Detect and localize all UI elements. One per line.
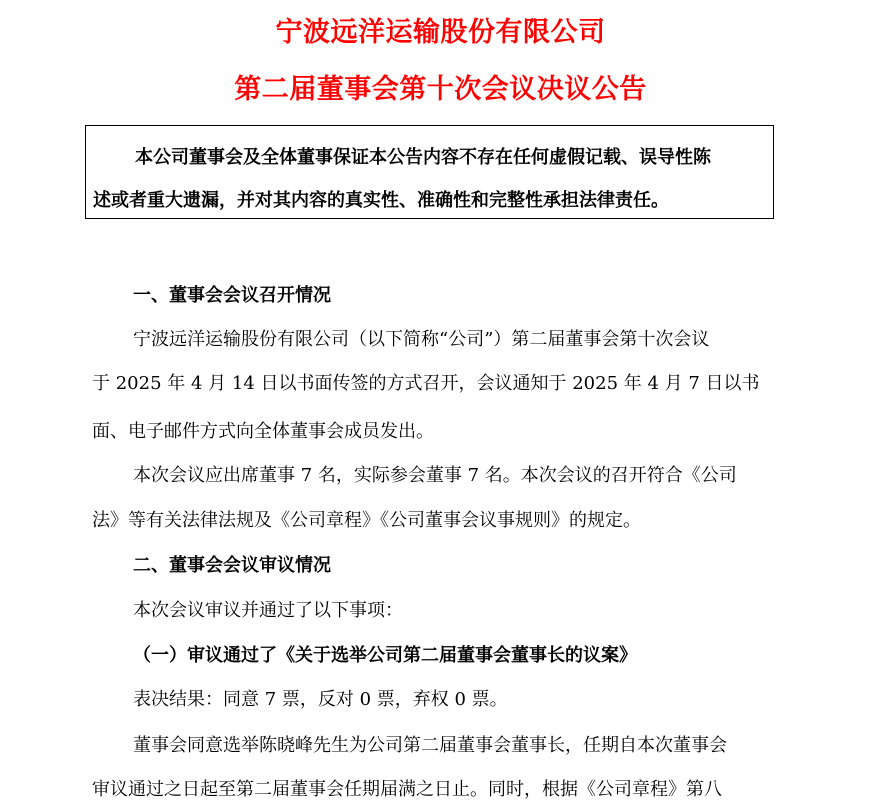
paragraph-line: 审议通过之日起至第二届董事会任期届满之日止。同时，根据《公司章程》第八 (92, 779, 722, 800)
paragraph-line: 于 2025 年 4 月 14 日以书面传签的方式召开，会议通知于 2025 年 4 月 7 日以书 (92, 373, 760, 394)
paragraph-line: 董事会同意选举陈晓峰先生为公司第二届董事会董事长，任期自本次董事会 (133, 735, 727, 756)
notice-line: 述或者重大遗漏，并对其内容的真实性、准确性和完整性承担法律责任。 (93, 190, 669, 211)
notice-line: 本公司董事会及全体董事保证本公告内容不存在任何虚假记载、误导性陈 (135, 147, 711, 168)
section-heading: 一、董事会会议召开情况 (133, 285, 331, 306)
paragraph-line: 面、电子邮件方式向全体董事会成员发出。 (92, 421, 434, 442)
notice-box (85, 125, 774, 219)
paragraph-line: 本次会议审议并通过了以下事项： (133, 600, 403, 621)
section-heading: 二、董事会会议审议情况 (133, 555, 331, 576)
paragraph-line: 本次会议应出席董事 7 名，实际参会董事 7 名。本次会议的召开符合《公司 (133, 465, 737, 486)
announcement-title: 第二届董事会第十次会议决议公告 (234, 74, 647, 105)
paragraph-line: 宁波远洋运输股份有限公司（以下简称“公司”）第二届董事会第十次会议 (133, 329, 710, 350)
company-title: 宁波远洋运输股份有限公司 (275, 17, 606, 48)
paragraph-line: 法》等有关法律法规及《公司章程》《公司董事会议事规则》的规定。 (92, 510, 641, 531)
item-heading: （一）审议通过了《关于选举公司第二届董事会董事长的议案》 (133, 645, 637, 666)
vote-result: 表决结果：同意 7 票，反对 0 票，弃权 0 票。 (133, 689, 508, 710)
